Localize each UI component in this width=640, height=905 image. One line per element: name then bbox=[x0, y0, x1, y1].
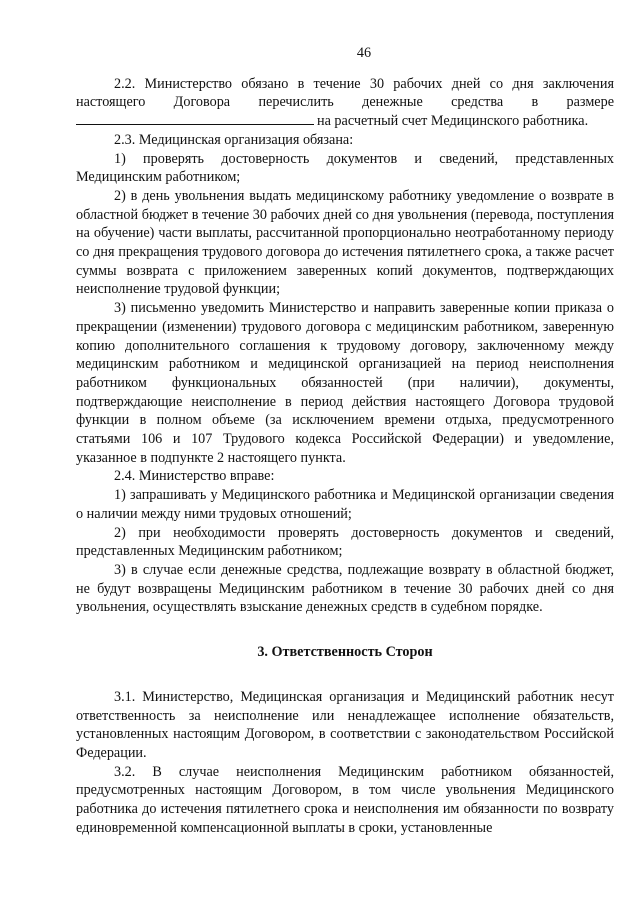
paragraph-2-3-2: 2) в день увольнения выдать медицинскому работнику уведомление о возврате в областной бюджет в течение 30 рабочих дней со дня увольнения (перевода, поступления на обучение) части выплаты, рассчитанной пропорционально неотработанному периоду со дня прекращения трудового договора до истечения пятилетнего срока, а также расчет суммы возврата с приложением заверенных копий документов, подтверждающих неисполнение трудовой функции; bbox=[76, 187, 614, 298]
paragraph-2-3-3: 3) письменно уведомить Министерство и направить заверенные копии приказа о прекращении (изменении) трудового договора с медицинским работником, заверенную копию дополнительного соглашения к трудовому договору, заключенному между медицинским работником и медицинской организацией на период неисполнения работником функциональных обязанностей (при наличии), документы, подтверждающие неисполнение в период действия настоящего Договора трудовой функции в полном объеме (за исключением времени отдыха, предусмотренного статьями 106 и 107 Трудового кодекса Российской Федерации) и уведомление, указанное в подпункте 2 настоящего пункта. bbox=[76, 300, 614, 466]
section-3-heading: 3. Ответственность Сторон bbox=[257, 644, 433, 661]
paragraph-3-1: 3.1. Министерство, Медицинская организация и Медицинский работник несут ответственность за неисполнение или ненадлежащее исполнение обязательств, установленных настоящим Договором, в соответствии с законодательством Российской Федерации. bbox=[76, 688, 614, 761]
paragraph-3-2: 3.2. В случае неисполнения Медицинским работником обязанностей, предусмотренных настоящим Договором, в том числе увольнения Медицинского работника до истечения пятилетнего срока и неисполнения им обязанности по возврату единовременной компенсационной выплаты в сроки, установленные bbox=[76, 763, 614, 836]
paragraph-2-2-text: 2.2. Министерство обязано в течение 30 рабочих дней со дня заключения настоящего Договора перечислить денежные средства в размере bbox=[76, 75, 614, 111]
paragraph-2-2-text-end: на расчетный счет Медицинского работника. bbox=[317, 113, 589, 130]
page-number: 46 bbox=[356, 45, 372, 61]
paragraph-2-4-2: 2) при необходимости проверять достоверность документов и сведений, представленных Медицинским работником; bbox=[76, 524, 614, 560]
paragraph-2-4-1: 1) запрашивать у Медицинского работника и Медицинской организации сведения о наличии между ними трудовых отношений; bbox=[76, 487, 614, 522]
paragraph-2-3-1: 1) проверять достоверность документов и сведений, представленных Медицинским работником; bbox=[76, 150, 614, 186]
paragraph-2-4: 2.4. Министерство вправе: bbox=[114, 468, 275, 485]
paragraph-2-4-3: 3) в случае если денежные средства, подлежащие возврату в областной бюджет, не будут возвращены Медицинским работником в течение 30 рабочих дней со дня увольнения, осуществлять взыскание денежных средств в судебном порядке. bbox=[76, 561, 614, 616]
amount-blank-line bbox=[76, 112, 314, 125]
paragraph-2-3: 2.3. Медицинская организация обязана: bbox=[114, 131, 354, 148]
paragraph-2-2 bbox=[76, 75, 614, 131]
